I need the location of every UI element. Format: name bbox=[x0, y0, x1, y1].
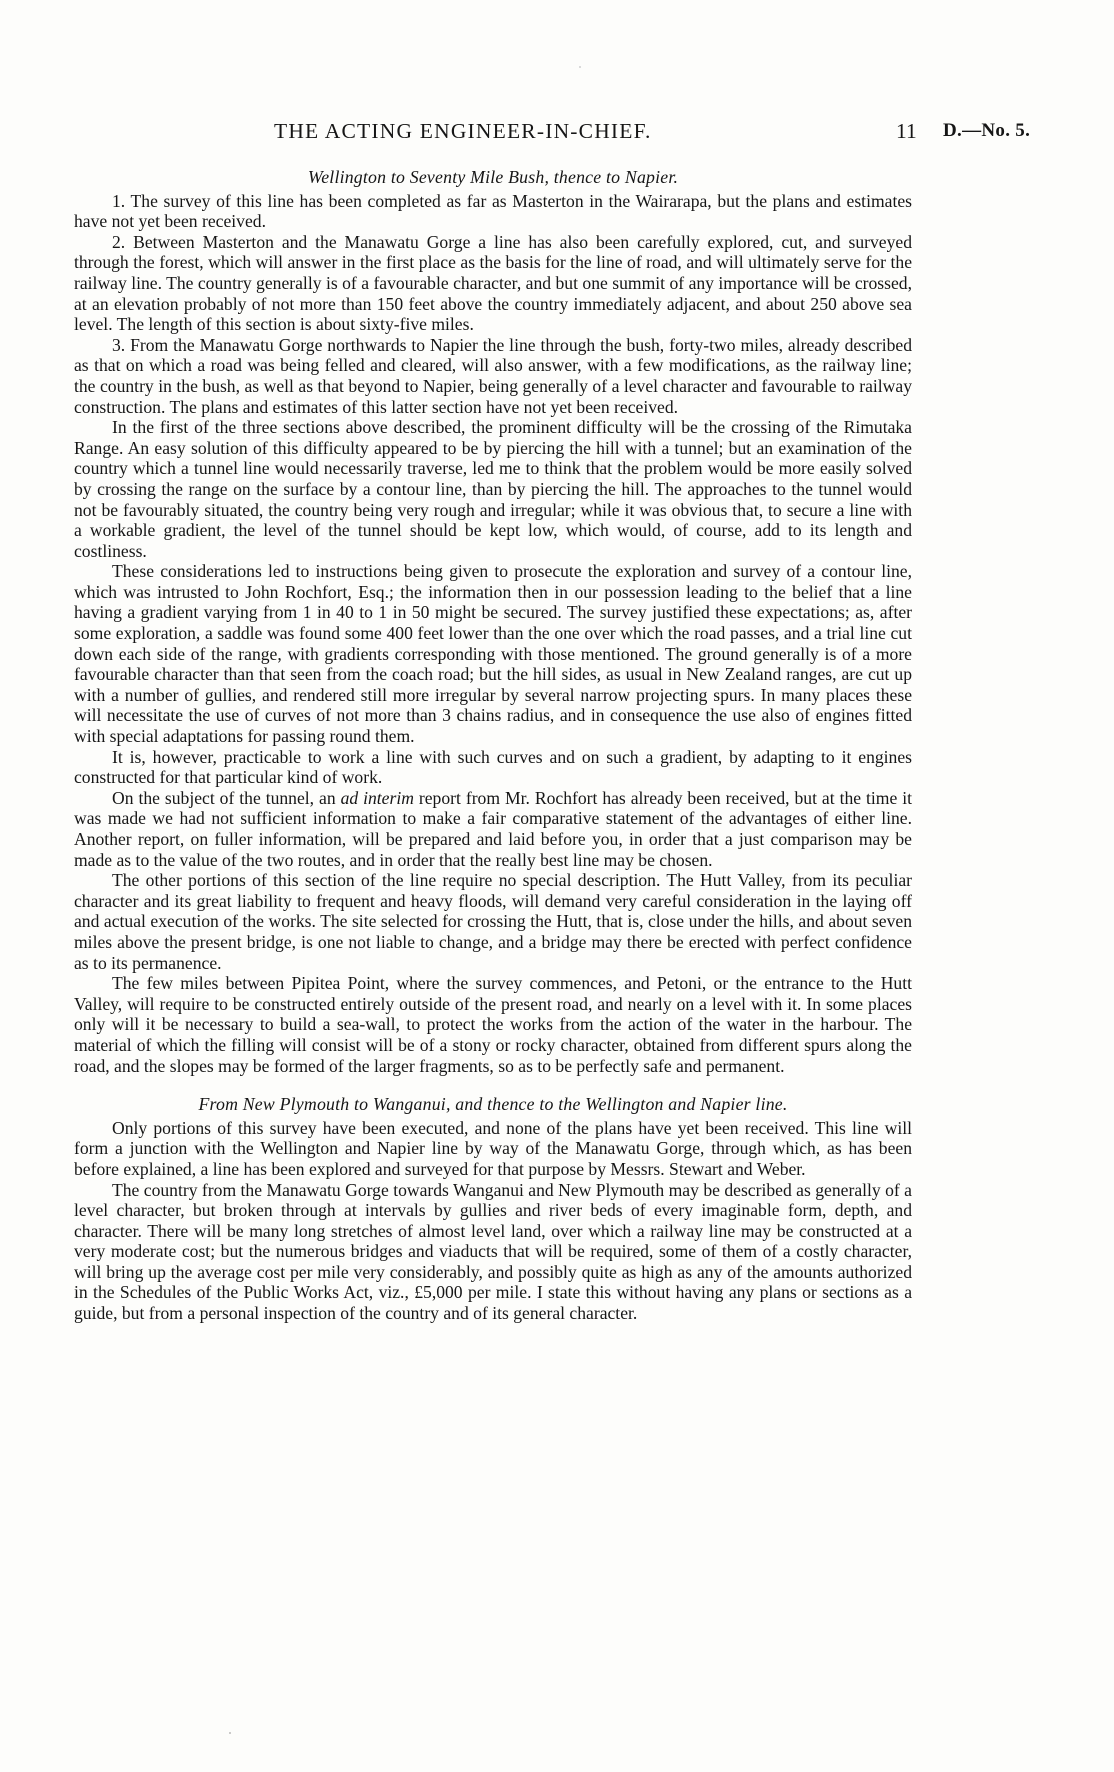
italic-phrase: ad interim bbox=[340, 787, 414, 808]
paragraph: It is, however, practicable to work a line with such curves and on such a gradient, by adapting to it engines constructed for that particular kind of work. bbox=[74, 746, 912, 788]
section-heading: From New Plymouth to Wanganui, and thence to the Wellington and Napier line. bbox=[198, 1094, 788, 1115]
paragraph: 1. The survey of this line has been completed as far as Masterton in the Wairarapa, but the plans and estimates have not yet been received. bbox=[74, 190, 912, 232]
paragraph: On the subject of the tunnel, an ad interim report from Mr. Rochfort has already been received, but at the time it was made we had not sufficient information to make a fair comparative statement of the advantages of either line. Another report, on fuller information, will be prepared and laid before you, in order that a just comparison may be made as to the value of the two routes, and in order that the really best line may be chosen. bbox=[74, 787, 913, 870]
paragraph: The other portions of this section of the line require no special description. The Hutt Valley, from its peculiar character and its great liability to frequent and heavy floods, will demand very careful consideration in the laying off and actual execution of the works. The site selected for crossing the Hutt, that is, close under the hills, and about seven miles above the present bridge, is one not liable to change, and a bridge may there be erected with perfect confidence as to its permanence. bbox=[74, 870, 912, 973]
scan-speck bbox=[229, 1732, 231, 1734]
page-number: 11 bbox=[896, 119, 917, 143]
paragraph: These considerations led to instructions being given to prosecute the exploration and survey of a contour line, which was intrusted to John Rochfort, Esq.; the information then in our possession leading to the belief that a line having a gradient varying from 1 in 40 to 1 in 50 might be secured. The survey justified these expectations; as, after some exploration, a saddle was found some 400 feet lower than the one over which the road passes, and a trial line cut down each side of the range, with gradients corresponding with those mentioned. The ground generally is of a more favourable character than that seen from the coach road; but the hill sides, as usual in New Zealand ranges, are cut up with a number of gullies, and rendered still more irregular by several narrow projecting spurs. In many places these will necessitate the use of curves of not more than 3 chains radius, and in consequence the use also of engines fitted with special adaptations for passing round them. bbox=[74, 561, 912, 747]
document-reference: D.—No. 5. bbox=[943, 120, 1031, 141]
paragraph: 2. Between Masterton and the Manawatu Gorge a line has also been carefully explored, cut, and surveyed through the forest, which will answer in the first place as the basis for the line of road, and will ultimately serve for the railway line. The country generally is of a favourable character, and but one summit of any importance will be crossed, at an elevation probably of not more than 150 feet above the country immediately adjacent, and about 250 above sea level. The length of this section is about sixty-five miles. bbox=[74, 231, 912, 335]
paragraph: The country from the Manawatu Gorge towards Wanganui and New Plymouth may be described as generally of a level character, but broken through at intervals by gullies and river beds of every imaginable form, depth, and character. There will be many long stretches of almost level land, over which a railway line may be constructed at a very moderate cost; but the numerous bridges and viaducts that will be required, some of them of a costly character, will bring up the average cost per mile very considerably, and possibly quite as high as any of the amounts authorized in the Schedules of the Public Works Act, viz., £5,000 per mile. I state this without having any plans or sections as a guide, but from a personal inspection of the country and of its general character. bbox=[74, 1179, 912, 1324]
page-header bbox=[74, 119, 1066, 145]
scan-speck bbox=[579, 66, 581, 68]
paragraph: 3. From the Manawatu Gorge northwards to Napier the line through the bush, forty-two miles, already described as that on which a road was being felled and cleared, will also answer, with a few modifications, as the railway line; the country in the bush, as well as that beyond to Napier, being generally of a level character and favourable to railway construction. The plans and estimates of this latter section have not yet been received. bbox=[74, 334, 912, 417]
paragraph: The few miles between Pipitea Point, where the survey commences, and Petoni, or the entrance to the Hutt Valley, will require to be constructed entirely outside of the present road, and nearly on a level with it. In some places only will it be necessary to build a sea-wall, to protect the works from the action of the water in the harbour. The material of which the filling will consist will be of a stony or rocky character, obtained from different spurs along the road, and the slopes may be formed of the larger fragments, so as to be perfectly safe and permanent. bbox=[74, 973, 912, 1076]
body-text bbox=[74, 167, 912, 1324]
section-heading: Wellington to Seventy Mile Bush, thence to Napier. bbox=[307, 167, 679, 187]
paragraph: Only portions of this survey have been executed, and none of the plans have yet been received. This line will form a junction with the Wellington and Napier line by way of the Manawatu Gorge, through which, as has been before explained, a line has been explored and surveyed for that purpose by Messrs. Stewart and Weber. bbox=[74, 1117, 912, 1179]
running-title: THE ACTING ENGINEER-IN-CHIEF. bbox=[274, 119, 652, 143]
paragraph: In the first of the three sections above described, the prominent difficulty will be the crossing of the Rimutaka Range. An easy solution of this difficulty appeared to be by piercing the hill with a tunnel; but an examination of the country which a tunnel line would necessarily traverse, led me to think that the problem would be more easily solved by crossing the range on the surface by a contour line, than by piercing the hill. The approaches to the tunnel would not be favourably situated, the country being very rough and irregular; while it was obvious that, to secure a line with a workable gradient, the level of the tunnel should be kept low, which would, of course, add to its length and costliness. bbox=[74, 417, 912, 561]
